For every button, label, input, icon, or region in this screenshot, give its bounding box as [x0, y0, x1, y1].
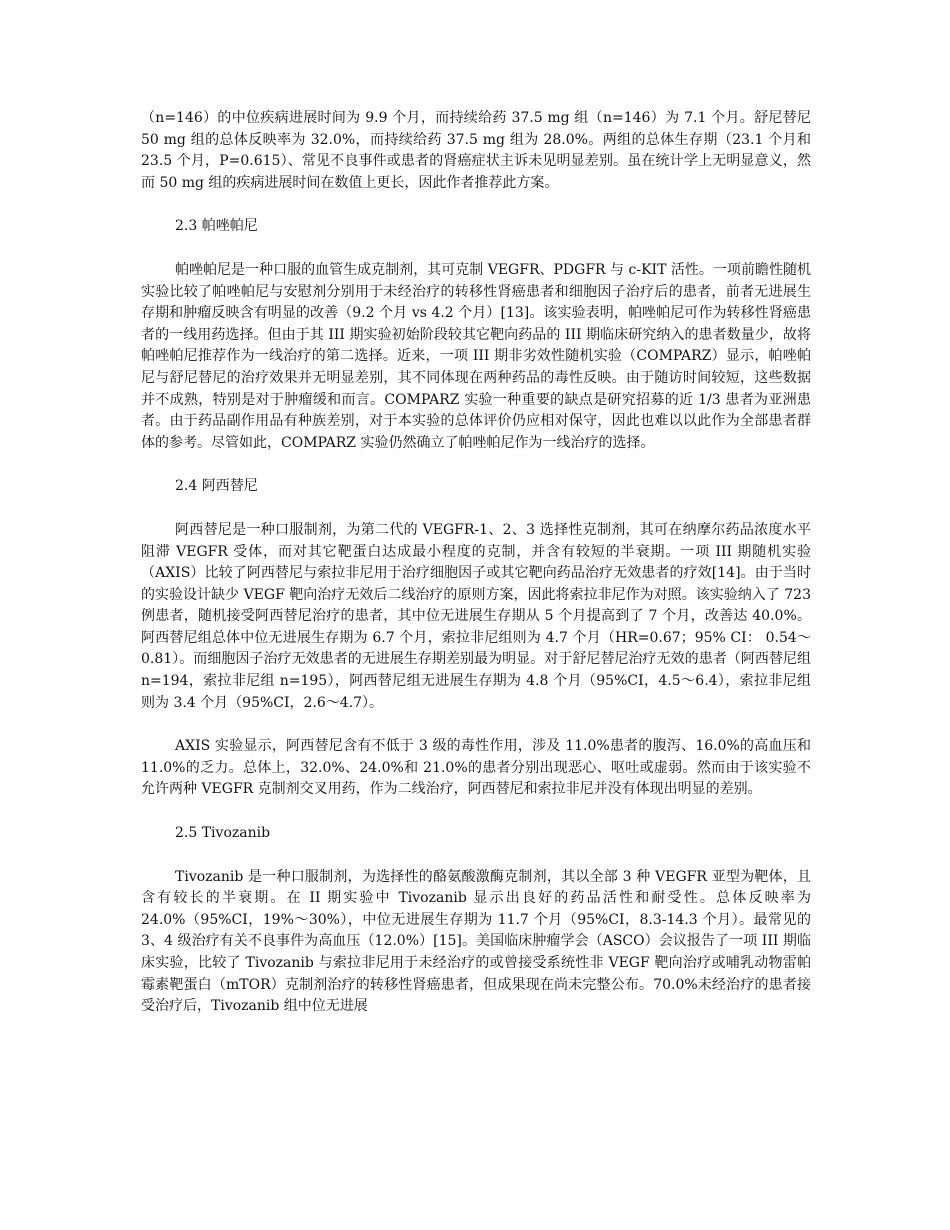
paragraph-axitinib: 阿西替尼是一种口服制剂，为第二代的 VEGFR-1、2、3 选择性克制剂，其可在纳摩尔药品浓度水平阻滞 VEGFR 受体，而对其它靶蛋白达成最小程度的克制，并含有较短的半衰期。一项 III 期随机实验（AXIS）比较了阿西替尼与索拉非尼用于治疗细胞因子或其它靶向药品治疗无效患者的疗效[14]。由于当时的实验设计缺少 VEGF 靶向治疗无效后二线治疗的原则方案，因此将索拉非尼作为对照。该实验纳入了 723 例患者，随机接受阿西替尼治疗的患者，其中位无进展生存期从 5 个月提高到了 7 个月，改善达 40.0%。阿西替尼组总体中位无进展生存期为 6.7 个月，索拉非尼组则为 4.7 个月（HR=0.67；95% CI： 0.54～0.81）。而细胞因子治疗无效患者的无进展生存期差别最为明显。对于舒尼替尼治疗无效的患者（阿西替尼组 n=194，索拉非尼组 n=195），阿西替尼组无进展生存期为 4.8 个月（95%CI，4.5～6.4），索拉非尼组则为 3.4 个月（95%CI，2.6～4.7）。 — [141, 521, 811, 711]
section-heading-2-3: 2.3 帕唑帕尼 — [175, 218, 258, 235]
section-heading-2-5: 2.5 Tivozanib — [175, 825, 271, 842]
paragraph-tivozanib: Tivozanib 是一种口服制剂，为选择性的酪氨酸激酶克制剂，其以全部 3 种 VEGFR 亚型为靶体，且含有较长的半衰期。在 II 期实验中 Tivozanib 显示出良好的药品活性和耐受性。总体反映率为 24.0%（95%CI，19%～30%），中位无进展生存期为 11.7 个月（95%CI，8.3-14.3 个月）。最常见的 3、4 级治疗有关不良事件为高血压（12.0%）[15]。美国临床肿瘤学会（ASCO）会议报告了一项 III 期临床实验，比较了 Tivozanib 与索拉非尼用于未经治疗的或曾接受系统性非 VEGF 靶向治疗或哺乳动物雷帕霉素靶蛋白（mTOR）克制剂治疗的转移性肾癌患者，但成果现在尚未完整公布。70.0%未经治疗的患者接受治疗后，Tivozanib 组中位无进展 — [141, 868, 811, 1015]
paragraph-axis-toxicity: AXIS 实验显示，阿西替尼含有不低于 3 级的毒性作用，涉及 11.0%患者的腹泻、16.0%的高血压和 11.0%的乏力。总体上，32.0%、24.0%和 21.0%的患者分别出现恶心、呕吐或虚弱。然而由于该实验不允许两种 VEGFR 克制剂交叉用药，作为二线治疗，阿西替尼和索拉非尼并没有体现出明显的差别。 — [141, 738, 811, 798]
paragraph-continuation: （n=146）的中位疾病进展时间为 9.9 个月，而持续给药 37.5 mg 组（n=146）为 7.1 个月。舒尼替尼 50 mg 组的总体反映率为 32.0%，而持续给药 37.5 mg 组为 28.0%。两组的总体生存期（23.1 个月和 23.5 个月，P=0.615）、常见不良事件或患者的肾癌症状主诉未见明显差别。虽在统计学上无明显意义，然而 50 mg 组的疾病进展时间在数值上更长，因此作者推荐此方案。 — [141, 110, 811, 191]
document-page — [141, 108, 811, 1018]
section-heading-2-4: 2.4 阿西替尼 — [175, 478, 258, 495]
paragraph-pazopanib: 帕唑帕尼是一种口服的血管生成克制剂，其可克制 VEGFR、PDGFR 与 c-KIT 活性。一项前瞻性随机实验比较了帕唑帕尼与安慰剂分别用于未经治疗的转移性肾癌患者和细胞因子治疗后的患者，前者无进展生存期和肿瘤反映含有明显的改善（9.2 个月 vs 4.2 个月）[13]。该实验表明，帕唑帕尼可作为转移性肾癌患者的一线用药选择。但由于其 III 期实验初始阶段较其它靶向药品的 III 期临床研究纳入的患者数量少，故将帕唑帕尼推荐作为一线治疗的第二选择。近来，一项 III 期非劣效性随机实验（COMPARZ）显示，帕唑帕尼与舒尼替尼的治疗效果并无明显差别，其不同体现在两种药品的毒性反映。由于随访时间较短，这些数据并不成熟，特别是对于肿瘤缓和而言。COMPARZ 实验一种重要的缺点是研究招募的近 1/3 患者为亚洲患者。由于药品副作用品有种族差别，对于本实验的总体评价仍应相对保守，因此也难以以此作为全部患者群体的参考。尽管如此，COMPARZ 实验仍然确立了帕唑帕尼作为一线治疗的选择。 — [141, 261, 811, 451]
